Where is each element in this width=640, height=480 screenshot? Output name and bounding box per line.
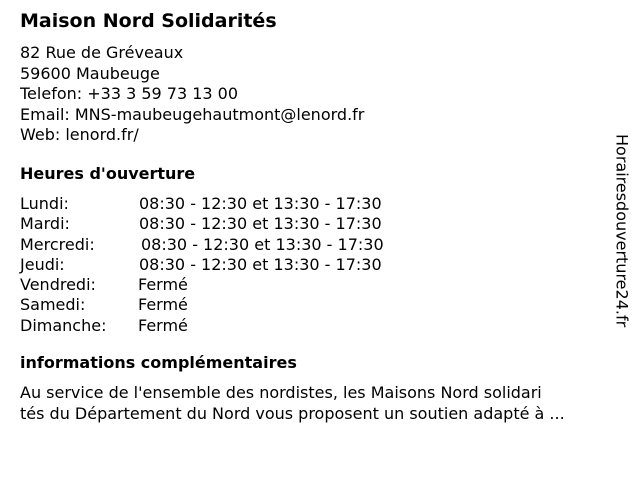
day-label: Mardi: <box>20 214 70 234</box>
time-value: 08:30 - 12:30 et 13:30 - 17:30 <box>139 214 382 234</box>
day-label: Mercredi: <box>20 234 95 254</box>
day-label: Lundi: <box>20 194 69 213</box>
description <box>20 383 620 424</box>
street-address: 82 Rue de Gréveaux <box>20 43 184 62</box>
time-value: Fermé <box>138 295 188 315</box>
description-line: tés du Département du Nord vous proposent un soutien adapté à ... <box>20 403 565 423</box>
website-link[interactable]: Web: lenord.fr/ <box>20 125 139 144</box>
email-address[interactable]: Email: MNS-maubeugehautmont@lenord.fr <box>20 104 365 124</box>
time-value: 08:30 - 12:30 et 13:30 - 17:30 <box>139 254 382 274</box>
phone-number[interactable]: Telefon: +33 3 59 73 13 00 <box>20 84 239 103</box>
description-line: Au service de l'ensemble des nordistes, les Maisons Nord solidari <box>20 383 542 402</box>
more-info-heading: informations complémentaires <box>20 353 297 372</box>
day-label: Jeudi: <box>20 254 65 274</box>
contact-info <box>20 43 364 146</box>
page-title: Maison Nord Solidarités <box>20 10 277 32</box>
time-value: Fermé <box>138 275 188 295</box>
watermark <box>610 134 634 372</box>
time-value: 08:30 - 12:30 et 13:30 - 17:30 <box>139 194 382 213</box>
hours-heading: Heures d'ouverture <box>20 164 196 183</box>
city-postcode: 59600 Maubeuge <box>20 63 160 83</box>
day-label: Samedi: <box>20 295 86 315</box>
time-value: 08:30 - 12:30 et 13:30 - 17:30 <box>141 234 384 254</box>
watermark-text: Horairesdouverture24.fr <box>612 134 632 328</box>
time-value: Fermé <box>138 315 188 335</box>
day-label: Vendredi: <box>20 275 96 295</box>
day-label: Dimanche: <box>20 315 107 335</box>
